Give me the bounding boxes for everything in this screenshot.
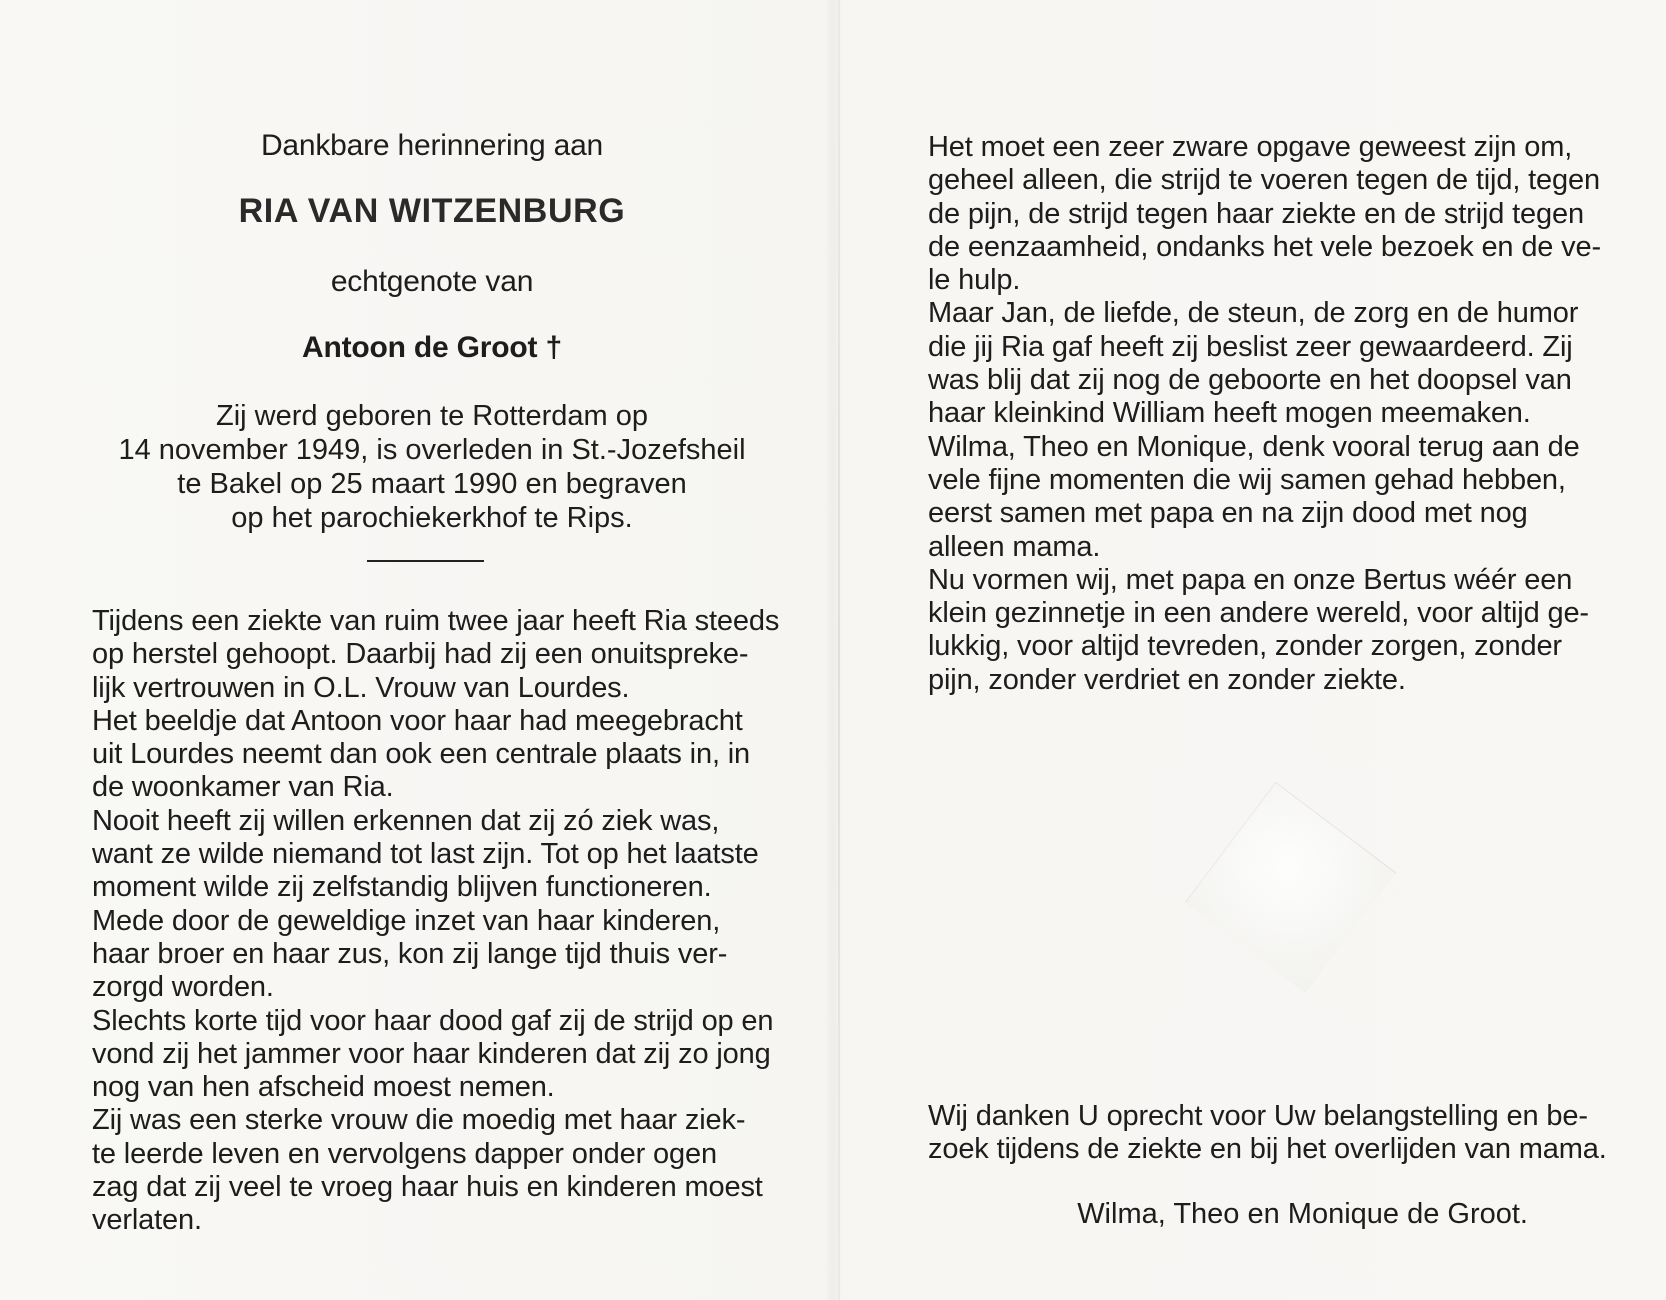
text-line: moment wilde zij zelfstandig blijven functioneren. <box>92 871 712 904</box>
right-panel <box>928 0 1607 1300</box>
text-line: Nooit heeft zij willen erkennen dat zij zó ziek was, <box>92 804 720 837</box>
deceased-name: RIA VAN WITZENBURG <box>238 192 626 230</box>
text-line: Tijdens een ziekte van ruim twee jaar heeft Ria steeds <box>92 605 780 637</box>
text-line: Nu vormen wij, met papa en onze Bertus wéér een <box>928 563 1573 596</box>
thanks-text <box>928 1100 1607 1167</box>
text-line: lijk vertrouwen in O.L. Vrouw van Lourdes. <box>92 671 630 704</box>
text-line: die jij Ria gaf heeft zij beslist zeer gewaardeerd. Zij <box>928 330 1573 363</box>
bio <box>92 399 772 535</box>
text-line: de woonkamer van Ria. <box>92 771 394 804</box>
left-body <box>92 605 779 1238</box>
text-line: op herstel gehoopt. Daarbij had zij een onuitspreke- <box>92 638 749 671</box>
text-line: zorgd worden. <box>92 971 274 1004</box>
text-line: klein gezinnetje in een andere wereld, voor altijd ge- <box>928 597 1589 630</box>
text-line: Mede door de geweldige inzet van haar kinderen, <box>92 904 721 937</box>
text-line: geheel alleen, die strijd te voeren tegen de tijd, tegen <box>928 164 1600 197</box>
text-line: alleen mama. <box>928 530 1101 563</box>
text-line: was blij dat zij nog de geboorte en het doopsel van <box>928 364 1572 397</box>
card-fold <box>838 0 840 1300</box>
text-line: Het moet een zeer zware opgave geweest zijn om, <box>928 131 1573 163</box>
text-line: le hulp. <box>928 264 1021 297</box>
bio-line: te Bakel op 25 maart 1990 en begraven <box>177 468 687 500</box>
text-line: zag dat zij veel te vroeg haar huis en kinderen moest <box>92 1171 763 1204</box>
bio-line: Zij werd geboren te Rotterdam op <box>216 400 648 432</box>
text-line: te leerde leven en vervolgens dapper onder ogen <box>92 1137 717 1170</box>
signature: Wilma, Theo en Monique de Groot. <box>1077 1198 1528 1230</box>
text-line: lukkig, voor altijd tevreden, zonder zorgen, zonder <box>928 630 1562 663</box>
cross-symbol: † <box>545 331 562 364</box>
spouse-line <box>92 330 772 366</box>
spouse-name: Antoon de Groot <box>302 331 538 364</box>
text-line: eerst samen met papa en na zijn dood met nog <box>928 497 1528 530</box>
text-line: uit Lourdes neemt dan ook een centrale plaats in, in <box>92 738 751 771</box>
text-line: pijn, zonder verdriet en zonder ziekte. <box>928 663 1406 696</box>
text-line: verlaten. <box>92 1204 202 1237</box>
text-line: Slechts korte tijd voor haar dood gaf zij de strijd op en <box>92 1004 774 1037</box>
text-line: vele fijne momenten die wij samen gehad hebben, <box>928 463 1566 496</box>
text-line: vond zij het jammer voor haar kinderen dat zij zo jong <box>92 1037 771 1070</box>
text-line: de pijn, de strijd tegen haar ziekte en de strijd tegen <box>928 197 1584 230</box>
text-line: haar kleinkind William heeft mogen meemaken. <box>928 397 1531 430</box>
text-line: Wij danken U oprecht voor Uw belangstelling en be- <box>928 1100 1588 1132</box>
spouse-prefix: echtgenote van <box>330 265 534 298</box>
text-line: Maar Jan, de liefde, de steun, de zorg en de humor <box>928 297 1579 330</box>
text-line: Het beeldje dat Antoon voor haar had meegebracht <box>92 704 743 737</box>
bio-line: 14 november 1949, is overleden in St.-Jozefsheil <box>118 434 746 466</box>
text-line: want ze wilde niemand tot last zijn. Tot op het laatste <box>92 838 759 871</box>
text-line: nog van hen afscheid moest nemen. <box>92 1071 555 1104</box>
right-body <box>928 131 1601 697</box>
left-panel <box>92 0 780 1300</box>
text-line: zoek tijdens de ziekte en bij het overlijden van mama. <box>928 1133 1607 1166</box>
text-line: Zij was een sterke vrouw die moedig met haar ziek- <box>92 1104 746 1137</box>
divider <box>367 560 484 562</box>
intro-text: Dankbare herinnering aan <box>260 129 604 162</box>
text-line: de eenzaamheid, ondanks het vele bezoek en de ve- <box>928 230 1602 263</box>
bio-line: op het parochiekerkhof te Rips. <box>231 502 633 534</box>
text-line: Wilma, Theo en Monique, denk vooral terug aan de <box>928 430 1580 463</box>
text-line: haar broer en haar zus, kon zij lange tijd thuis ver- <box>92 937 728 970</box>
